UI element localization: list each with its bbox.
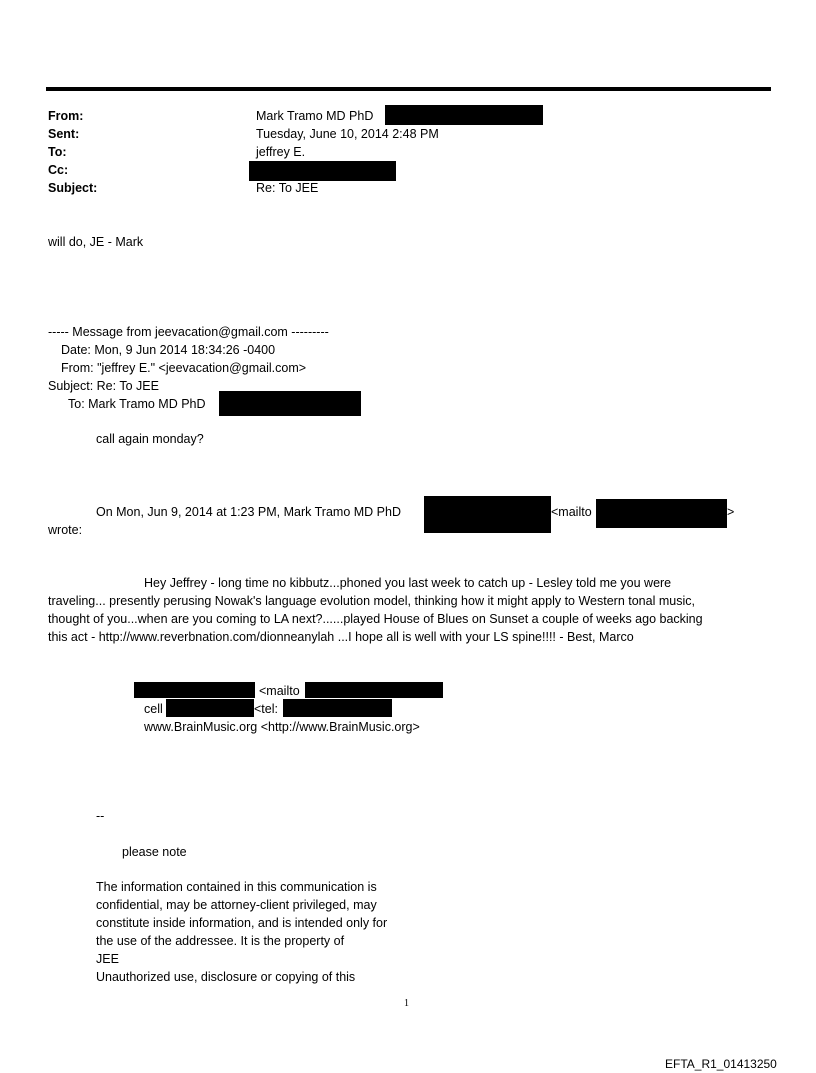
cc-label: Cc: — [48, 163, 69, 177]
message-line-3: thought of you...when are you coming to LA next?......played House of Blues on Sunset a couple of weeks ago backing — [48, 612, 703, 626]
redaction-cc — [249, 161, 396, 181]
to-value: jeffrey E. — [256, 145, 306, 159]
document-id: EFTA_R1_01413250 — [665, 1057, 777, 1071]
reply-text: will do, JE - Mark — [48, 235, 144, 249]
redaction-from-email — [385, 105, 543, 125]
signature-website: www.BrainMusic.org <http://www.BrainMusic.org> — [144, 720, 420, 734]
message-line-1: Hey Jeffrey - long time no kibbutz...phoned you last week to catch up - Lesley told me you were — [144, 576, 672, 590]
please-note-text: please note — [122, 845, 187, 859]
redaction-attribution-mailto — [596, 499, 727, 528]
sent-label: Sent: — [48, 127, 80, 141]
redaction-signature-cell — [166, 699, 254, 717]
wrote-text: wrote: — [48, 523, 83, 537]
redaction-attribution-email — [424, 496, 551, 533]
message-line-2: traveling... presently perusing Nowak's language evolution model, thinking how it might apply to Western tonal music, — [48, 594, 695, 608]
redaction-forward-to — [219, 391, 361, 416]
quote-attribution: On Mon, Jun 9, 2014 at 1:23 PM, Mark Tramo MD PhD — [96, 505, 401, 519]
page-number: 1 — [404, 998, 409, 1009]
notice-line-3: constitute inside information, and is intended only for — [96, 916, 388, 930]
forward-banner: ----- Message from jeevacation@gmail.com --------- — [48, 325, 329, 339]
to-label: To: — [48, 145, 67, 159]
notice-line-2: confidential, may be attorney-client privileged, may — [96, 898, 377, 912]
notice-line-1: The information contained in this communication is — [96, 880, 377, 894]
subject-label: Subject: — [48, 181, 98, 195]
sent-value: Tuesday, June 10, 2014 2:48 PM — [256, 127, 439, 141]
forward-to: To: Mark Tramo MD PhD — [68, 397, 206, 411]
forward-subject: Subject: Re: To JEE — [48, 379, 159, 393]
notice-line-5: JEE — [96, 952, 119, 966]
from-label: From: — [48, 109, 84, 123]
notice-line-6: Unauthorized use, disclosure or copying of this — [96, 970, 356, 984]
quote-mailto-close: > — [727, 505, 735, 519]
signature-separator: -- — [96, 809, 105, 823]
call-again-text: call again monday? — [96, 432, 204, 446]
redaction-signature-tel — [283, 699, 392, 717]
forward-date: Date: Mon, 9 Jun 2014 18:34:26 -0400 — [61, 343, 276, 357]
message-line-4: this act - http://www.reverbnation.com/dionneanylah ...I hope all is well with your LS spine!!!! - Best, Marco — [48, 630, 634, 644]
signature-mailto: <mailto — [259, 684, 300, 698]
redaction-signature-mailto — [305, 682, 443, 698]
signature-tel: <tel: — [254, 702, 278, 716]
forward-from: From: "jeffrey E." <jeevacation@gmail.com> — [61, 361, 307, 375]
signature-cell-label: cell — [144, 702, 163, 716]
subject-value: Re: To JEE — [256, 181, 319, 195]
quote-mailto: <mailto — [551, 505, 592, 519]
header-divider — [46, 87, 771, 91]
redaction-signature-name — [134, 682, 255, 698]
from-value: Mark Tramo MD PhD — [256, 109, 374, 123]
notice-line-4: the use of the addressee. It is the property of — [96, 934, 345, 948]
